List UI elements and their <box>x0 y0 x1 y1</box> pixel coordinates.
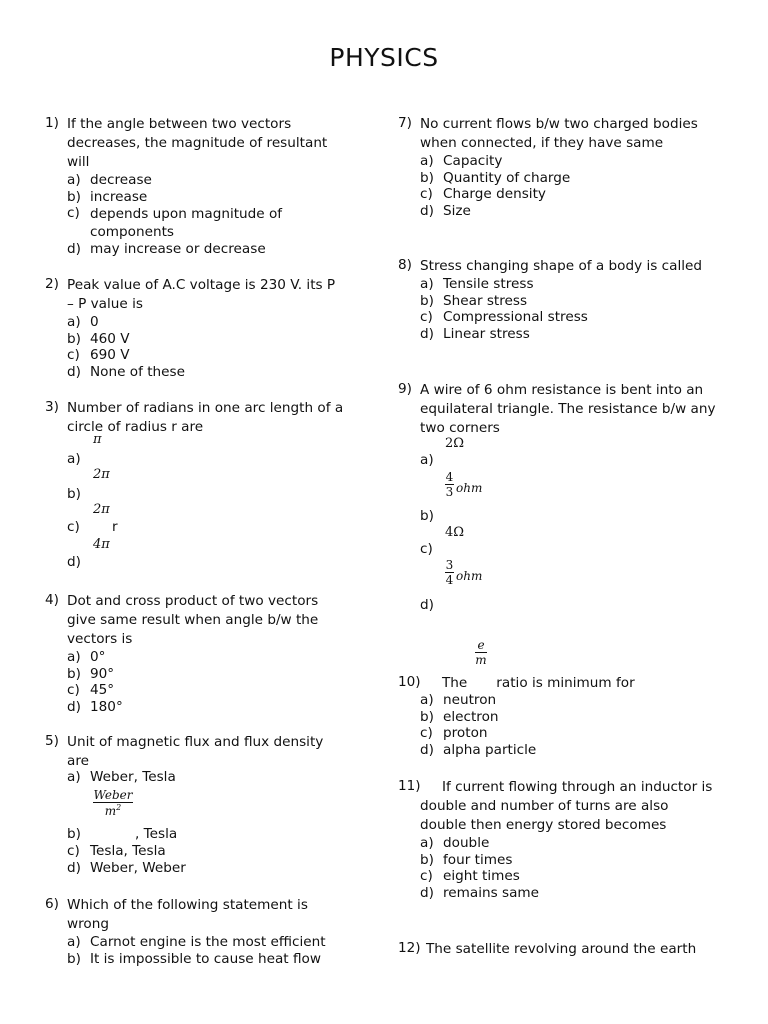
question-12 <box>398 940 718 959</box>
option-letter: c) <box>420 725 433 742</box>
option-c[interactable] <box>67 843 166 860</box>
option-letter: a) <box>420 835 434 851</box>
question-2 <box>45 276 345 381</box>
question-text: No current flows b/w two charged bodies when connected, if they have same <box>420 116 698 151</box>
option-letter: a) <box>420 153 434 169</box>
option-letter: c) <box>420 541 433 557</box>
option-a[interactable] <box>67 451 90 468</box>
question-number: 1) <box>45 115 59 131</box>
option-text: Capacity <box>443 153 503 169</box>
option-text: four times <box>443 851 513 868</box>
option-d[interactable] <box>67 699 345 716</box>
option-letter: d) <box>420 326 434 343</box>
option-a[interactable] <box>420 452 443 469</box>
question-3 <box>45 399 345 437</box>
question-text: If current flowing through an inductor is double and number of turns are also double then energy stored becomes <box>420 779 713 833</box>
option-letter: b) <box>67 188 81 205</box>
option-b[interactable] <box>67 951 345 968</box>
option-text: 460 V <box>90 330 130 347</box>
option-a[interactable] <box>67 649 345 666</box>
option-list <box>420 692 718 759</box>
option-text: Quantity of charge <box>443 169 571 186</box>
option-list <box>67 314 345 381</box>
e-over-m-fraction <box>475 639 487 666</box>
option-b[interactable] <box>67 331 345 348</box>
question-text: Peak value of A.C voltage is 230 V. its P – P value is <box>67 277 336 312</box>
option-d[interactable] <box>420 203 718 220</box>
option-letter: d) <box>67 364 81 381</box>
question-number: 3) <box>45 399 59 415</box>
option-letter: b) <box>67 950 81 967</box>
option-text: 180° <box>90 699 123 716</box>
question-7 <box>398 115 718 220</box>
option-text: 0 <box>90 314 99 330</box>
option-list <box>420 835 718 902</box>
fraction-denominator: 3 <box>445 485 454 499</box>
option-list <box>420 153 718 220</box>
option-text: remains same <box>443 885 540 902</box>
option-text: electron <box>443 708 499 725</box>
option-letter: c) <box>420 868 433 885</box>
question-text: Unit of magnetic flux and flux density are <box>67 734 324 769</box>
option-a[interactable] <box>420 153 718 170</box>
option-text: may increase or decrease <box>90 241 266 258</box>
option-letter: d) <box>420 742 434 759</box>
two-ohm-expression: 2Ω <box>445 436 465 451</box>
option-d[interactable] <box>67 554 90 571</box>
option-b[interactable] <box>67 189 345 206</box>
question-text: Dot and cross product of two vectors give same result when angle b/w the vectors is <box>67 593 319 647</box>
option-text: double <box>443 835 490 851</box>
option-text: eight times <box>443 868 520 885</box>
option-d[interactable] <box>67 860 186 877</box>
question-5 <box>45 733 345 771</box>
option-list <box>420 276 718 343</box>
option-d[interactable] <box>420 597 443 614</box>
option-letter: a) <box>67 314 81 330</box>
option-text: Weber, Tesla <box>90 769 176 785</box>
option-letter: c) <box>420 186 433 203</box>
question-number: 6) <box>45 896 59 912</box>
option-list <box>67 649 345 716</box>
option-letter: a) <box>67 769 81 785</box>
option-b[interactable] <box>420 293 718 310</box>
question-9 <box>398 381 718 438</box>
option-a[interactable] <box>67 934 345 951</box>
question-number: 7) <box>398 115 412 131</box>
option-text: 45° <box>90 682 115 699</box>
option-d[interactable] <box>420 742 718 759</box>
option-text: depends upon magnitude of components <box>90 206 283 241</box>
fraction-denominator-base: m <box>104 804 117 818</box>
question-number: 9) <box>398 381 412 397</box>
option-letter: b) <box>67 330 81 347</box>
fraction-denominator: m <box>475 653 487 667</box>
four-ohm-expression: 4Ω <box>445 525 465 540</box>
option-b[interactable] <box>420 709 718 726</box>
question-text: Stress changing shape of a body is called <box>420 258 702 274</box>
option-d[interactable] <box>420 885 718 902</box>
option-b[interactable] <box>420 170 718 187</box>
fraction-numerator: e <box>477 638 485 652</box>
question-text-before: The <box>442 675 468 691</box>
option-c[interactable] <box>67 347 345 364</box>
option-letter: a) <box>67 649 81 665</box>
option-text: It is impossible to cause heat flow <box>90 950 321 967</box>
option-list <box>67 934 345 967</box>
option-text: Size <box>443 203 471 220</box>
option-text: Tesla, Tesla <box>90 843 166 859</box>
question-number: 12) <box>398 940 421 956</box>
question-number: 5) <box>45 733 59 749</box>
option-c[interactable] <box>67 519 118 536</box>
option-c[interactable] <box>420 868 718 885</box>
option-text: Tensile stress <box>443 276 534 292</box>
option-letter: b) <box>67 826 81 842</box>
question-11 <box>398 778 718 902</box>
option-letter: b) <box>67 486 81 502</box>
fraction-denominator <box>93 804 133 817</box>
option-text: , Tesla <box>135 826 178 842</box>
page-title: PHYSICS <box>329 43 439 72</box>
option-a[interactable] <box>420 835 718 852</box>
option-letter: b) <box>420 169 434 186</box>
option-letter: a) <box>420 452 434 468</box>
question-text: Number of radians in one arc length of a circle of radius r are <box>67 400 344 435</box>
option-c[interactable] <box>420 309 718 326</box>
option-c[interactable] <box>67 205 345 241</box>
option-text: 90° <box>90 665 115 682</box>
question-number: 10) <box>398 674 421 690</box>
question-6 <box>45 896 345 967</box>
option-letter: c) <box>420 309 433 326</box>
ohm-unit: ohm <box>456 481 483 495</box>
option-text: decrease <box>90 172 152 188</box>
option-text: None of these <box>90 364 185 381</box>
option-text: Shear stress <box>443 292 528 309</box>
fraction-bar <box>93 802 133 803</box>
question-text <box>420 674 718 692</box>
option-letter: a) <box>67 451 81 467</box>
option-c[interactable] <box>67 682 345 699</box>
option-d[interactable] <box>67 364 345 381</box>
option-letter: b) <box>420 708 434 725</box>
option-text: 0° <box>90 649 106 665</box>
fraction-numerator: 3 <box>445 558 454 572</box>
question-number: 2) <box>45 276 59 292</box>
option-list <box>67 172 345 258</box>
option-a[interactable] <box>67 769 176 786</box>
question-number: 8) <box>398 257 412 273</box>
option-text: 690 V <box>90 347 130 364</box>
option-letter: d) <box>420 597 434 613</box>
option-text: neutron <box>443 692 497 708</box>
three-quarters-fraction <box>445 559 454 586</box>
fraction-exponent: 2 <box>116 803 122 812</box>
four-pi-expression: 4π <box>93 537 110 552</box>
option-letter: b) <box>420 292 434 309</box>
option-letter: d) <box>420 885 434 902</box>
question-text-after: ratio is minimum for <box>496 675 635 691</box>
two-pi-expression: 2π <box>93 502 110 517</box>
option-letter: b) <box>420 851 434 868</box>
option-letter: b) <box>420 508 434 524</box>
question-1 <box>45 115 345 258</box>
question-8 <box>398 257 718 343</box>
option-c[interactable] <box>420 541 443 558</box>
option-text: Weber, Weber <box>90 860 186 876</box>
question-text: A wire of 6 ohm resistance is bent into an equilateral triangle. The resistance b/w any two corners <box>420 382 716 436</box>
option-text: proton <box>443 725 488 742</box>
option-text: Compressional stress <box>443 309 588 326</box>
question-10 <box>398 674 718 759</box>
option-b[interactable] <box>67 666 345 683</box>
option-letter: c) <box>67 205 80 222</box>
ohm-unit: ohm <box>456 569 483 583</box>
option-letter: a) <box>420 276 434 292</box>
option-a[interactable] <box>420 276 718 293</box>
option-b[interactable] <box>420 852 718 869</box>
question-text: If the angle between two vectors decreases, the magnitude of resultant will <box>67 116 328 170</box>
two-pi-expression: 2π <box>93 467 110 482</box>
option-text: Charge density <box>443 186 546 203</box>
pi-expression: π <box>93 432 102 447</box>
option-c[interactable] <box>420 186 718 203</box>
fraction-denominator: 4 <box>445 573 454 587</box>
option-a[interactable] <box>67 314 345 331</box>
option-letter: c) <box>67 519 80 535</box>
option-a[interactable] <box>420 692 718 709</box>
question-text: Which of the following statement is wrong <box>67 897 308 932</box>
option-c[interactable] <box>420 725 718 742</box>
option-d[interactable] <box>420 326 718 343</box>
option-letter: a) <box>67 172 81 188</box>
option-letter: a) <box>67 934 81 950</box>
four-thirds-fraction <box>445 471 454 498</box>
option-text: r <box>112 519 118 535</box>
weber-per-m2-fraction <box>93 789 133 817</box>
option-letter: d) <box>67 554 81 570</box>
option-b[interactable] <box>420 508 443 525</box>
option-letter: c) <box>67 347 80 364</box>
option-text: increase <box>90 188 148 205</box>
option-letter: c) <box>67 843 80 859</box>
option-letter: c) <box>67 682 80 699</box>
option-text: Linear stress <box>443 326 530 343</box>
option-text: alpha particle <box>443 742 537 759</box>
fraction-numerator: Weber <box>93 788 133 802</box>
option-letter: d) <box>420 203 434 220</box>
option-letter: d) <box>67 241 81 258</box>
option-text: Carnot engine is the most efficient <box>90 934 326 950</box>
option-letter: b) <box>67 665 81 682</box>
option-b[interactable] <box>67 826 177 843</box>
question-text: The satellite revolving around the earth <box>426 941 697 957</box>
question-number: 11) <box>398 778 421 794</box>
option-letter: a) <box>420 692 434 708</box>
fraction-numerator: 4 <box>445 470 454 484</box>
option-letter: d) <box>67 699 81 716</box>
option-d[interactable] <box>67 241 345 258</box>
option-b[interactable] <box>67 486 90 503</box>
option-a[interactable] <box>67 172 345 189</box>
question-number: 4) <box>45 592 59 608</box>
option-letter: d) <box>67 860 81 876</box>
question-4 <box>45 592 345 716</box>
